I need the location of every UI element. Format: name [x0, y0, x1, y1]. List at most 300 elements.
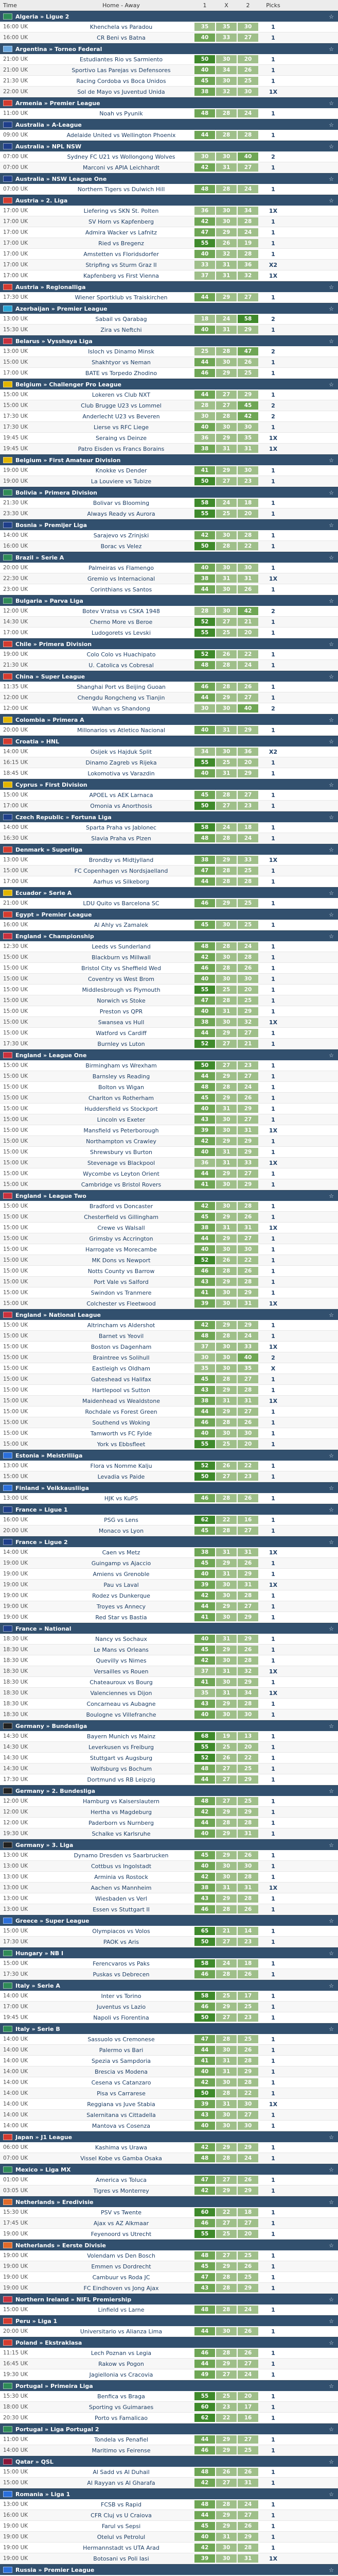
match-teams[interactable]: Borac vs Velez [100, 543, 142, 550]
match-teams[interactable]: Slavia Praha vs Plzen [91, 835, 151, 842]
star-icon[interactable]: ☆ [329, 738, 334, 745]
match-row[interactable] [0, 2478, 338, 2488]
match-teams[interactable]: Blackburn vs Millwall [92, 954, 151, 961]
match-teams[interactable]: Aarhus vs Silkeborg [93, 878, 149, 885]
match-teams[interactable]: Ajax vs AZ Alkmaar [93, 2219, 149, 2227]
match-teams[interactable]: Valenciennes vs Dijon [90, 1689, 152, 1697]
match-row[interactable] [0, 1093, 338, 1104]
league-header[interactable] [0, 1536, 338, 1547]
match-teams[interactable]: Salernitana vs Cittadella [86, 2111, 156, 2119]
match-teams[interactable]: Ferencvaros vs Paks [93, 1960, 150, 1967]
match-teams[interactable]: Watford vs Cardiff [96, 1029, 147, 1037]
match-row[interactable] [0, 270, 338, 281]
match-teams[interactable]: Botev Vratsa vs CSKA 1948 [82, 607, 160, 615]
match-teams[interactable]: Estudiantes Rio vs Sarmiento [79, 56, 163, 63]
match-teams[interactable]: Essen vs Stuttgart II [93, 1906, 150, 1913]
match-row[interactable] [0, 2218, 338, 2229]
star-icon[interactable]: ☆ [329, 337, 334, 345]
match-teams[interactable]: Always Ready vs Aurora [87, 510, 155, 517]
match-row[interactable] [0, 2175, 338, 2185]
match-row[interactable] [0, 433, 338, 444]
match-row[interactable] [0, 584, 338, 595]
match-row[interactable] [0, 1158, 338, 1168]
match-teams[interactable]: Al Rayyan vs Al Gharafa [87, 2479, 155, 2486]
match-row[interactable] [0, 1807, 338, 1818]
match-teams[interactable]: Sarajevo vs Zrinjski [93, 532, 149, 539]
match-teams[interactable]: Boston vs Dagenham [91, 1343, 152, 1350]
star-icon[interactable]: ☆ [329, 13, 334, 20]
match-row[interactable] [0, 541, 338, 552]
match-row[interactable] [0, 2121, 338, 2131]
match-row[interactable] [0, 1233, 338, 1244]
match-teams[interactable]: Pisa vs Carrarese [97, 2090, 146, 2097]
match-teams[interactable]: SV Horn vs Kapfenberg [88, 218, 154, 225]
star-icon[interactable]: ☆ [329, 846, 334, 853]
match-row[interactable] [0, 2034, 338, 2045]
match-row[interactable] [0, 1645, 338, 1655]
league-header[interactable] [0, 454, 338, 465]
match-row[interactable] [0, 2348, 338, 2359]
match-row[interactable] [0, 801, 338, 811]
star-icon[interactable]: ☆ [329, 911, 334, 918]
match-teams[interactable]: Sparta Praha vs Jablonec [86, 824, 156, 831]
match-teams[interactable]: Le Mans vs Orleans [94, 1646, 149, 1653]
star-icon[interactable]: ☆ [329, 1982, 334, 1989]
match-row[interactable] [0, 2045, 338, 2056]
match-teams[interactable]: Wycombe vs Leyton Orient [83, 1170, 159, 1177]
star-icon[interactable]: ☆ [329, 1722, 334, 1730]
match-row[interactable] [0, 628, 338, 638]
star-icon[interactable]: ☆ [329, 2198, 334, 2206]
match-row[interactable] [0, 1244, 338, 1255]
match-teams[interactable]: Bolton vs Wigan [98, 1083, 144, 1091]
match-row[interactable] [0, 1872, 338, 1883]
league-header[interactable] [0, 173, 338, 184]
match-row[interactable] [0, 1320, 338, 1331]
match-teams[interactable]: Linfield vs Larne [98, 2306, 145, 2313]
match-row[interactable] [0, 1147, 338, 1158]
match-row[interactable] [0, 260, 338, 270]
match-teams[interactable]: Pau vs Laval [103, 1581, 139, 1588]
match-row[interactable] [0, 1212, 338, 1223]
match-row[interactable] [0, 1731, 338, 1742]
match-row[interactable] [0, 2250, 338, 2261]
match-row[interactable] [0, 2229, 338, 2240]
match-teams[interactable]: Quevilly vs Nimes [96, 1657, 147, 1664]
match-teams[interactable]: Mansfield vs Peterborough [83, 1127, 159, 1134]
match-row[interactable] [0, 1904, 338, 1915]
match-teams[interactable]: Puskas vs Debrecen [93, 1971, 150, 1978]
match-teams[interactable]: Altrincham vs Aldershot [87, 1321, 155, 1329]
match-teams[interactable]: U. Catolica vs Cobresal [88, 662, 154, 669]
match-teams[interactable]: Northern Tigers vs Dulwich Hill [77, 185, 165, 193]
match-teams[interactable]: Stuttgart vs Augsburg [90, 1754, 153, 1761]
match-row[interactable] [0, 357, 338, 368]
league-header[interactable] [0, 1482, 338, 1493]
match-teams[interactable]: Feyenoord vs Utrecht [91, 2230, 152, 2238]
league-header[interactable] [0, 281, 338, 292]
match-teams[interactable]: Al Ahly vs Zamalek [94, 921, 149, 928]
match-teams[interactable]: Eastleigh vs Oldham [92, 1365, 150, 1372]
star-icon[interactable]: ☆ [329, 673, 334, 680]
match-teams[interactable]: FC Copenhagen vs Nordsjaelland [74, 867, 168, 874]
match-row[interactable] [0, 292, 338, 303]
match-row[interactable] [0, 995, 338, 1006]
league-header[interactable] [0, 519, 338, 530]
match-teams[interactable]: Adelaide United vs Wellington Phoenix [66, 131, 176, 139]
match-teams[interactable]: Brondby vs Midtjylland [88, 856, 154, 863]
match-teams[interactable]: Club Brugge U23 vs Lommel [81, 402, 162, 409]
star-icon[interactable]: ☆ [329, 781, 334, 788]
match-teams[interactable]: Lierse vs RFC Liege [93, 423, 149, 431]
match-row[interactable] [0, 1828, 338, 1839]
star-icon[interactable]: ☆ [329, 99, 334, 107]
league-header[interactable] [0, 844, 338, 855]
match-row[interactable] [0, 1082, 338, 1093]
match-row[interactable] [0, 2110, 338, 2121]
match-teams[interactable]: Vissel Kobe vs Gamba Osaka [80, 2155, 162, 2162]
league-header[interactable] [0, 2315, 338, 2326]
match-teams[interactable]: Hartlepool vs Sutton [92, 1386, 150, 1394]
league-header[interactable] [0, 1450, 338, 1461]
match-teams[interactable]: Harrogate vs Morecambe [85, 1246, 157, 1253]
match-teams[interactable]: Volendam vs Den Bosch [87, 2252, 155, 2259]
match-teams[interactable]: Grimsby vs Accrington [89, 1235, 153, 1242]
match-teams[interactable]: Monaco vs Lyon [98, 1527, 144, 1534]
match-row[interactable] [0, 1439, 338, 1450]
match-row[interactable] [0, 2413, 338, 2424]
star-icon[interactable]: ☆ [329, 121, 334, 128]
league-header[interactable] [0, 1190, 338, 1201]
star-icon[interactable]: ☆ [329, 2566, 334, 2573]
league-header[interactable] [0, 2240, 338, 2250]
match-teams[interactable]: Chengdu Rongcheng vs Tianjin [77, 694, 165, 701]
match-teams[interactable]: Arminia vs Rostock [94, 1873, 148, 1880]
match-teams[interactable]: Paderborn vs Nurnberg [88, 1819, 154, 1826]
match-teams[interactable]: Lokomotiva vs Varazdin [87, 770, 155, 777]
match-teams[interactable]: Millonarios vs Atletico Nacional [77, 726, 166, 734]
match-teams[interactable]: Barnsley vs Reading [92, 1073, 150, 1080]
match-row[interactable] [0, 2445, 338, 2456]
match-teams[interactable]: Sol de Mayo vs Juventud Unida [77, 88, 165, 95]
match-row[interactable] [0, 1569, 338, 1580]
match-teams[interactable]: Coventry vs West Brom [87, 975, 155, 982]
match-teams[interactable]: Botosani vs Poli Iasi [93, 2555, 149, 2562]
match-teams[interactable]: Leverkusen vs Freiburg [88, 1743, 154, 1751]
match-row[interactable] [0, 920, 338, 930]
match-row[interactable] [0, 941, 338, 952]
match-row[interactable] [0, 1547, 338, 1558]
match-teams[interactable]: Lincoln vs Exeter [97, 1116, 146, 1123]
match-row[interactable] [0, 151, 338, 162]
match-row[interactable] [0, 2012, 338, 2023]
match-teams[interactable]: La Louviere vs Tubize [91, 478, 152, 485]
league-header[interactable] [0, 595, 338, 606]
star-icon[interactable]: ☆ [329, 1950, 334, 1957]
match-row[interactable] [0, 2510, 338, 2521]
match-row[interactable] [0, 1709, 338, 1720]
star-icon[interactable]: ☆ [329, 143, 334, 150]
match-teams[interactable]: Khenchela vs Paradou [90, 23, 153, 30]
match-teams[interactable]: Patro Eisden vs Francs Borains [78, 445, 165, 452]
match-teams[interactable]: Cottbus vs Ingolstadt [91, 1862, 152, 1870]
match-teams[interactable]: Racing Cordoba vs Boca Unidos [76, 77, 166, 84]
league-header[interactable] [0, 2294, 338, 2304]
match-teams[interactable]: Tondela vs Penafiel [94, 2436, 148, 2443]
match-row[interactable] [0, 747, 338, 757]
match-teams[interactable]: Cesena vs Catanzaro [91, 2079, 151, 2086]
match-teams[interactable]: Noah vs Pyunik [99, 110, 143, 117]
match-row[interactable] [0, 2261, 338, 2272]
match-row[interactable] [0, 660, 338, 671]
match-teams[interactable]: Benfica vs Braga [97, 2393, 145, 2400]
match-teams[interactable]: Sassuolo vs Cremonese [87, 2036, 155, 2043]
match-teams[interactable]: Al Sadd vs Al Duhail [93, 2468, 150, 2476]
match-teams[interactable]: Barnet vs Yeovil [98, 1332, 144, 1340]
match-row[interactable] [0, 2272, 338, 2283]
match-row[interactable] [0, 1385, 338, 1396]
match-row[interactable] [0, 1255, 338, 1266]
league-header[interactable] [0, 811, 338, 822]
match-row[interactable] [0, 2369, 338, 2380]
match-row[interactable] [0, 2185, 338, 2196]
match-teams[interactable]: Knokke vs Dender [95, 467, 147, 474]
match-row[interactable] [0, 1201, 338, 1212]
match-row[interactable] [0, 1580, 338, 1590]
match-row[interactable] [0, 206, 338, 216]
league-header[interactable] [0, 736, 338, 747]
match-teams[interactable]: Hamburg vs Kaiserslautern [83, 1798, 159, 1805]
match-row[interactable] [0, 790, 338, 801]
match-row[interactable] [0, 1666, 338, 1677]
league-header[interactable] [0, 2023, 338, 2034]
match-row[interactable] [0, 2402, 338, 2413]
match-teams[interactable]: Palermo vs Bari [99, 2046, 144, 2054]
star-icon[interactable]: ☆ [329, 2490, 334, 2498]
match-teams[interactable]: Emmen vs Dordrecht [91, 2263, 151, 2270]
match-teams[interactable]: America vs Toluca [95, 2176, 147, 2183]
match-teams[interactable]: Corinthians vs Santos [90, 586, 152, 593]
star-icon[interactable]: ☆ [329, 1452, 334, 1459]
match-row[interactable] [0, 1688, 338, 1699]
match-row[interactable] [0, 476, 338, 487]
match-row[interactable] [0, 2467, 338, 2478]
match-teams[interactable]: Colchester vs Fleetwood [86, 1300, 156, 1307]
match-row[interactable] [0, 2434, 338, 2445]
match-teams[interactable]: Northampton vs Crawley [86, 1138, 156, 1145]
match-teams[interactable]: Dinamo Zagreb vs Rijeka [85, 759, 157, 766]
match-row[interactable] [0, 1818, 338, 1828]
match-teams[interactable]: Caen vs Metz [102, 1549, 140, 1556]
match-teams[interactable]: Swindon vs Tranmere [91, 1289, 152, 1296]
match-row[interactable] [0, 314, 338, 325]
match-teams[interactable]: Wolfsburg vs Bochum [90, 1765, 152, 1772]
match-teams[interactable]: Lokeren vs Club NXT [92, 391, 151, 398]
star-icon[interactable]: ☆ [329, 2166, 334, 2173]
match-row[interactable] [0, 757, 338, 768]
match-row[interactable] [0, 1742, 338, 1753]
match-row[interactable] [0, 216, 338, 227]
match-row[interactable] [0, 65, 338, 76]
match-row[interactable] [0, 1937, 338, 1947]
match-row[interactable] [0, 563, 338, 573]
match-row[interactable] [0, 2142, 338, 2153]
match-row[interactable] [0, 1655, 338, 1666]
match-row[interactable] [0, 1363, 338, 1374]
match-row[interactable] [0, 952, 338, 963]
league-header[interactable] [0, 2164, 338, 2175]
match-teams[interactable]: Crewe vs Walsall [97, 1224, 145, 1231]
league-header[interactable] [0, 487, 338, 498]
match-row[interactable] [0, 1461, 338, 1471]
star-icon[interactable]: ☆ [329, 889, 334, 896]
star-icon[interactable]: ☆ [329, 1311, 334, 1318]
match-row[interactable] [0, 509, 338, 519]
match-teams[interactable]: Palmeiras vs Flamengo [88, 564, 154, 571]
match-row[interactable] [0, 1266, 338, 1277]
match-teams[interactable]: Gateshead vs Halifax [91, 1376, 152, 1383]
star-icon[interactable]: ☆ [329, 554, 334, 561]
star-icon[interactable]: ☆ [329, 1192, 334, 1199]
match-row[interactable] [0, 400, 338, 411]
star-icon[interactable]: ☆ [329, 489, 334, 496]
match-teams[interactable]: York vs Ebbsfleet [97, 1440, 146, 1448]
match-row[interactable] [0, 2066, 338, 2077]
match-row[interactable] [0, 1352, 338, 1363]
star-icon[interactable]: ☆ [329, 1506, 334, 1513]
league-header[interactable] [0, 1309, 338, 1320]
match-teams[interactable]: Burnley vs Luton [97, 1040, 145, 1047]
match-row[interactable] [0, 768, 338, 779]
league-header[interactable] [0, 2337, 338, 2348]
match-teams[interactable]: Inter vs Torino [101, 1992, 141, 1999]
match-teams[interactable]: Bradford vs Doncaster [89, 1202, 153, 1210]
match-row[interactable] [0, 2099, 338, 2110]
match-row[interactable] [0, 1060, 338, 1071]
match-row[interactable] [0, 1699, 338, 1709]
match-row[interactable] [0, 1926, 338, 1937]
league-header[interactable] [0, 2380, 338, 2391]
league-header[interactable] [0, 119, 338, 130]
match-row[interactable] [0, 1168, 338, 1179]
match-row[interactable] [0, 444, 338, 454]
match-teams[interactable]: Amiens vs Grenoble [93, 1570, 150, 1578]
match-teams[interactable]: Cherno More vs Beroe [90, 618, 153, 625]
match-teams[interactable]: Shanghai Port vs Beijing Guoan [77, 683, 166, 690]
match-row[interactable] [0, 498, 338, 509]
match-row[interactable] [0, 2056, 338, 2066]
star-icon[interactable]: ☆ [329, 2296, 334, 2303]
match-teams[interactable]: Jagiellonia vs Cracovia [89, 2371, 153, 2378]
star-icon[interactable]: ☆ [329, 2458, 334, 2465]
match-row[interactable] [0, 1861, 338, 1872]
match-teams[interactable]: Juventus vs Lazio [96, 2003, 146, 2010]
match-row[interactable] [0, 876, 338, 887]
match-row[interactable] [0, 2077, 338, 2088]
match-row[interactable] [0, 1342, 338, 1352]
match-teams[interactable]: Schalke vs Karlsruhe [92, 1830, 151, 1837]
match-row[interactable] [0, 1114, 338, 1125]
match-teams[interactable]: Guingamp vs Ajaccio [91, 1560, 151, 1567]
match-row[interactable] [0, 1277, 338, 1287]
match-teams[interactable]: Ludogorets vs Levski [91, 629, 151, 636]
match-row[interactable] [0, 1991, 338, 2002]
star-icon[interactable]: ☆ [329, 2133, 334, 2141]
match-row[interactable] [0, 1883, 338, 1893]
match-teams[interactable]: Wiener Sportklub vs Traiskirchen [75, 294, 168, 301]
match-teams[interactable]: Anderlecht U23 vs Beveren [82, 413, 160, 420]
match-teams[interactable]: Omonia vs Anorthosis [90, 802, 152, 809]
match-row[interactable] [0, 1071, 338, 1082]
match-row[interactable] [0, 1958, 338, 1969]
league-header[interactable] [0, 1623, 338, 1634]
match-teams[interactable]: Kapfenberg vs First Vienna [83, 272, 159, 279]
match-teams[interactable]: BATE vs Torpedo Zhodino [85, 369, 157, 377]
league-header[interactable] [0, 97, 338, 108]
match-teams[interactable]: CFR Cluj vs U Craiova [91, 2512, 152, 2519]
star-icon[interactable]: ☆ [329, 197, 334, 204]
match-row[interactable] [0, 162, 338, 173]
star-icon[interactable]: ☆ [329, 2025, 334, 2032]
match-row[interactable] [0, 1125, 338, 1136]
match-row[interactable] [0, 325, 338, 335]
match-teams[interactable]: PSV vs Twente [100, 2209, 142, 2216]
league-header[interactable] [0, 195, 338, 206]
match-teams[interactable]: Preston vs QPR [99, 1008, 143, 1015]
match-row[interactable] [0, 1634, 338, 1645]
match-row[interactable] [0, 238, 338, 249]
league-header[interactable] [0, 43, 338, 54]
match-row[interactable] [0, 1104, 338, 1114]
match-teams[interactable]: Spezia vs Sampdoria [92, 2057, 151, 2064]
match-row[interactable] [0, 76, 338, 87]
match-row[interactable] [0, 1764, 338, 1774]
league-header[interactable] [0, 2564, 338, 2575]
league-header[interactable] [0, 335, 338, 346]
match-row[interactable] [0, 855, 338, 866]
star-icon[interactable]: ☆ [329, 716, 334, 723]
match-row[interactable] [0, 2499, 338, 2510]
star-icon[interactable]: ☆ [329, 1841, 334, 1849]
match-row[interactable] [0, 1039, 338, 1049]
match-row[interactable] [0, 422, 338, 433]
match-teams[interactable]: Tamworth vs FC Fylde [90, 1430, 152, 1437]
match-row[interactable] [0, 1006, 338, 1017]
match-row[interactable] [0, 1515, 338, 1526]
league-header[interactable] [0, 1720, 338, 1731]
match-teams[interactable]: Dortmund vs RB Leipzig [87, 1776, 155, 1783]
match-teams[interactable]: Boulogne vs Villefranche [86, 1711, 156, 1718]
match-teams[interactable]: Stripfing vs Sturm Graz II [85, 261, 157, 268]
match-row[interactable] [0, 227, 338, 238]
league-header[interactable] [0, 11, 338, 22]
match-teams[interactable]: Amstetten vs Floridsdorfer [83, 250, 159, 258]
match-row[interactable] [0, 1850, 338, 1861]
league-header[interactable] [0, 638, 338, 649]
star-icon[interactable]: ☆ [329, 2339, 334, 2346]
star-icon[interactable]: ☆ [329, 2242, 334, 2249]
match-teams[interactable]: Middlesbrough vs Plymouth [82, 986, 161, 993]
match-row[interactable] [0, 346, 338, 357]
match-teams[interactable]: Sporting vs Guimaraes [88, 2403, 154, 2411]
star-icon[interactable]: ☆ [329, 1484, 334, 1492]
match-teams[interactable]: Cambuur vs Roda JC [92, 2274, 150, 2281]
match-row[interactable] [0, 617, 338, 628]
league-header[interactable] [0, 2424, 338, 2434]
match-teams[interactable]: Birmingham vs Wrexham [85, 1062, 157, 1069]
match-row[interactable] [0, 833, 338, 844]
league-header[interactable] [0, 1785, 338, 1796]
